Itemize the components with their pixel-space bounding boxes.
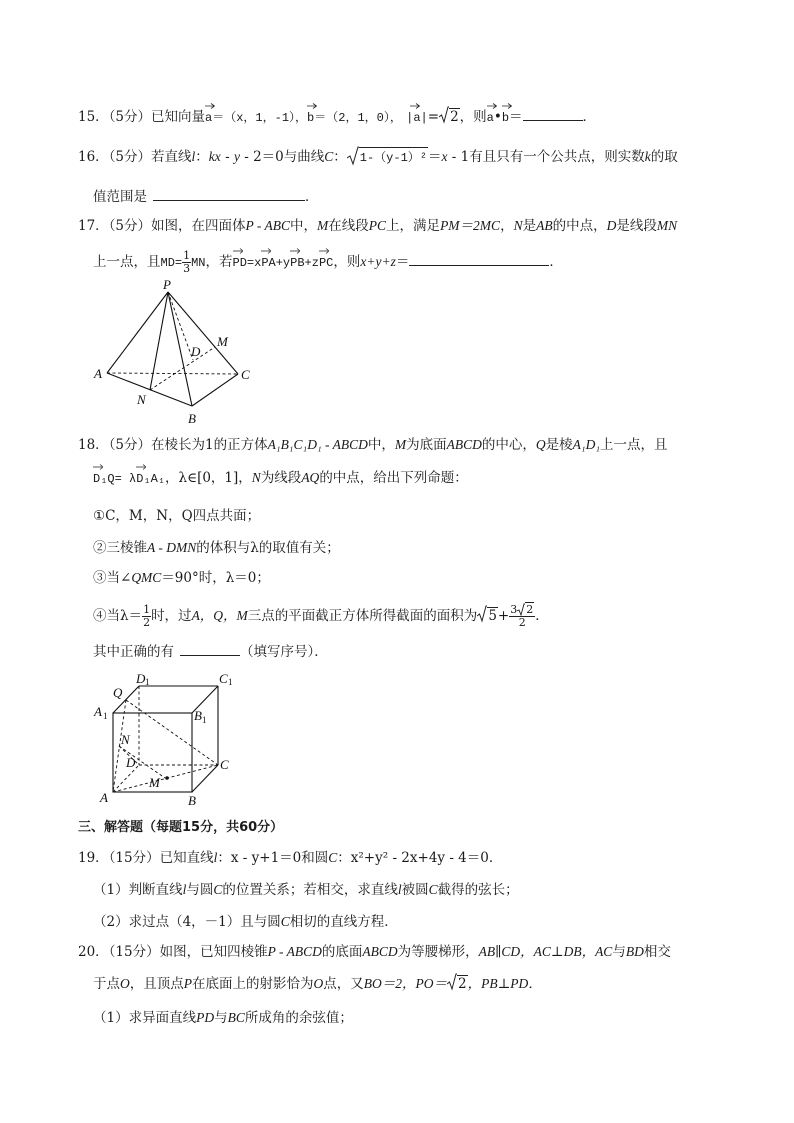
q16-var-C: C [324, 149, 334, 164]
q16-equals: ＝ [428, 149, 442, 165]
label-M: M [149, 775, 160, 790]
q19-p2-text-2: 相切的直线方程． [289, 914, 398, 930]
q19-p1-var-l2: l [397, 882, 402, 897]
vector-b [307, 108, 314, 128]
vector-arrow-icon [233, 248, 243, 254]
q20-p1-var-pd: PD [196, 1010, 215, 1025]
vector-pd [233, 253, 247, 273]
q18-text-8: 的中点，给出下列命题： [319, 470, 468, 486]
proposition-3 [93, 568, 270, 588]
q15-equals-2: ＝ [509, 109, 523, 125]
q18-text-4: 的中心， [481, 437, 536, 453]
point-M [165, 776, 169, 780]
sqrt-5-value: 5 [488, 608, 497, 624]
label-D1: D [136, 671, 146, 686]
label-B1-sub: 1 [202, 715, 207, 725]
vector-arrow-icon [136, 464, 146, 470]
edge-pa [107, 292, 168, 373]
label-C: C [241, 367, 250, 382]
question-17 [78, 216, 677, 236]
q17-var-PC: PC [368, 218, 387, 233]
q19-p2-var-C: C [280, 914, 290, 929]
label-N: N [121, 732, 130, 747]
tetrahedron-diagram [88, 280, 268, 430]
question-18 [78, 435, 668, 455]
q18-text-5: 是棱 [545, 437, 573, 453]
q17-text-2: 中， [290, 218, 318, 234]
question-16-line-2 [93, 186, 319, 207]
q19-p2-text-1: （2）求过点（4，－1）且与圆 [93, 914, 281, 930]
label-D1-sub: 1 [145, 677, 150, 687]
q19-p1-var-C: C [213, 882, 223, 897]
q18-lambda-eq: = λ [114, 472, 137, 486]
q15-text: 已知向量 [151, 109, 206, 125]
prop4-text-1: ④当λ＝ [93, 608, 143, 624]
proposition-2 [93, 538, 340, 558]
q20-var-O2: O [313, 976, 324, 991]
q17-var-AB: AB [536, 218, 553, 233]
q17-comma: ， [500, 218, 514, 234]
prop3-var: QMC [131, 570, 162, 585]
answer-blank-15[interactable] [523, 106, 583, 121]
dot-a-label: a [486, 111, 494, 125]
q19-number: 19． [78, 850, 109, 866]
cube-diagram [88, 668, 248, 810]
q15-number: 15． [78, 109, 109, 125]
q16-var-l: l [191, 149, 196, 164]
q20-number: 20． [78, 944, 109, 960]
q17-plusy: +y [275, 256, 291, 270]
q19-text-1: 已知直线 [159, 850, 214, 866]
dot-b-label: b [501, 111, 510, 125]
q17-text-4: 上，满足 [386, 218, 441, 234]
q16-colon: ： [195, 149, 209, 165]
q17-end: ． [549, 254, 563, 270]
q17-number: 17． [78, 218, 109, 234]
q16-text-4: 的取 [650, 149, 678, 165]
q15-end: ． [582, 109, 597, 125]
q18-var-ABCD: ABCD [446, 437, 482, 452]
q18-var-M: M [394, 437, 407, 452]
q16-minus: - [220, 149, 234, 165]
q20-text-3: 为等腰梯形， [397, 944, 479, 960]
label-D: D [126, 755, 136, 770]
q16-var-k: k [644, 149, 651, 164]
prop3-text-2: ＝90°时，λ＝0； [161, 570, 270, 586]
fraction-numerator: 1 [183, 249, 191, 262]
q17-var-N: N [513, 218, 523, 233]
q18-text-2: 中， [367, 437, 395, 453]
question-20-part-1 [93, 1008, 353, 1028]
vector-a-label: a [205, 111, 213, 125]
q20-p1-text-1: （1）求异面直线 [93, 1010, 197, 1026]
vector-arrow-icon [290, 248, 300, 254]
q17-plusz: +z [304, 256, 319, 270]
label-C1-sub: 1 [228, 677, 233, 687]
q18-tail-text-2: （填写序号）． [240, 644, 328, 660]
vector-arrow-icon [319, 248, 329, 254]
vector-arrow-icon [93, 464, 103, 470]
q17-text-5: 是 [522, 218, 537, 234]
edge-ac-hidden [107, 373, 238, 374]
vector-b-value: ＝（2，1，0）， [314, 111, 402, 125]
q16-text-1: 若直线 [151, 149, 192, 165]
q20-l2-text-2: ，且顶点 [129, 976, 184, 992]
answer-blank-18[interactable] [180, 641, 240, 656]
q17-score: （5分） [108, 218, 152, 234]
question-20-line-2 [93, 974, 542, 994]
fraction-one-half [142, 604, 151, 629]
label-P: P [163, 280, 171, 292]
q16-var-y: y [233, 149, 240, 164]
sqrt-2-value: 2 [450, 109, 459, 125]
prop4-text-2: 时，过 [151, 608, 192, 624]
vector-arrow-icon [487, 103, 497, 109]
q17-equals: ＝ [395, 254, 410, 270]
q19-p1-text-1: （1）判断直线 [93, 882, 183, 898]
fraction-denominator: 2 [518, 616, 526, 629]
q16-text-3: - 1有且只有一个公共点，则实数 [447, 149, 645, 165]
question-17-line-2 [93, 250, 563, 275]
q20-var-pabcd: P - ABCD [267, 944, 322, 959]
q19-p1-text-5: 截得的弦长； [437, 882, 519, 898]
q18-lambda-range: ，λ∈[0，1]， [165, 470, 252, 486]
q20-p1-text-3: 所成角的余弦值； [244, 1010, 353, 1026]
label-A: A [94, 366, 102, 381]
q20-l2-text-4: 点，又 [323, 976, 364, 992]
q18-var-cube: A₁B₁C₁D₁ - ABCD [267, 437, 368, 452]
prop4-end: ． [535, 608, 549, 624]
q19-p1-text-4: 被圆 [401, 882, 429, 898]
sqrt-expression [347, 147, 428, 168]
vector-pb-label: PB [290, 256, 305, 270]
q20-var-O: O [120, 976, 130, 991]
prop4-text-3: 三点的平面截正方体所得截面的面积为 [247, 608, 478, 624]
vector-b-label: b [307, 111, 315, 125]
question-19-part-2 [93, 912, 398, 932]
q16-var-x: x [441, 149, 448, 164]
question-18-tail [93, 641, 328, 662]
q19-p1-text-3: 的位置关系；若相交，求直线 [222, 882, 398, 898]
fraction-numerator [509, 604, 535, 617]
q20-var-abcd: ABCD [362, 944, 398, 959]
q18-var-N: N [251, 470, 261, 485]
q18-text-3: 为底面 [406, 437, 447, 453]
q17-text-9: ，若 [205, 254, 233, 270]
edge-pc [168, 292, 238, 374]
vector-pa [261, 253, 275, 273]
q20-var-P: P [183, 976, 192, 991]
q17-var-pm2mc: PM＝2MC [440, 218, 501, 233]
q17-text-6: 的中点， [552, 218, 607, 234]
vector-arrow-icon [502, 103, 512, 109]
question-18-line-2 [93, 468, 468, 489]
q15-score: （5分） [108, 109, 152, 125]
sqrt-sign-icon [347, 146, 359, 166]
segment-nm-hidden [150, 347, 215, 390]
fraction-numerator: 1 [143, 603, 151, 616]
q17-var-D: D [606, 218, 617, 233]
edge-ab [107, 373, 192, 406]
q17-md-eq: = [174, 256, 183, 270]
label-D: D [191, 344, 201, 359]
label-C: C [220, 757, 229, 772]
q18-var-A1D1: A₁D₁ [572, 437, 601, 452]
answer-blank-17[interactable] [409, 251, 549, 266]
question-16 [78, 147, 678, 168]
q16-colon-2: ： [333, 149, 347, 165]
vector-pa-label: PA [261, 256, 276, 270]
q17-text-3: 在线段 [328, 218, 369, 234]
fraction-three-root2-over-2 [509, 604, 535, 629]
sqrt-expression-value: 1-（y-1）² [359, 147, 428, 168]
fraction-denominator: 2 [143, 616, 151, 629]
q20-text-2: 的底面 [321, 944, 363, 960]
sqrt-5 [477, 606, 498, 626]
vector-a [205, 108, 212, 128]
q19-p1-var-l: l [182, 882, 187, 897]
sqrt-sign-icon [439, 106, 449, 124]
q16-number: 16． [78, 149, 109, 165]
question-15 [78, 106, 596, 128]
label-Q: Q [113, 685, 123, 700]
q20-p1-text-2: 与 [214, 1010, 228, 1026]
sqrt-sign-icon [517, 603, 525, 616]
q18-score: （5分） [108, 437, 152, 453]
q20-score: （15分） [108, 944, 160, 960]
q16-end: ． [305, 189, 319, 205]
edge-bc [192, 374, 238, 406]
dot-b [502, 108, 509, 128]
label-C1: C [219, 671, 228, 686]
vector-pb [290, 253, 304, 273]
prop4-plus: + [497, 608, 510, 624]
proposition-1: ①C，M，N，Q四点共面； [93, 508, 261, 524]
q17-eqx: =x [246, 256, 262, 270]
label-A1-sub: 1 [103, 711, 108, 721]
q20-var-relations: AB∥CD，AC⊥DB，AC [478, 944, 613, 959]
q18-text-1: 在棱长为1的正方体 [151, 437, 268, 453]
q20-text-1: 如图，已知四棱锥 [159, 944, 268, 960]
prop3-text-1: ③当∠ [93, 570, 132, 586]
q20-var-pb-pd: ，PB⊥PD． [467, 976, 542, 991]
q17-then: ，则 [333, 254, 361, 270]
vector-pc-label: PC [318, 256, 334, 270]
segment-qc-hidden [126, 700, 218, 765]
norm-a-label: |a| [406, 111, 428, 125]
label-N: N [137, 392, 146, 407]
section-3-heading: 三、解答题（每题15分，共60分） [78, 820, 284, 835]
q18-tail-text-1: 其中正确的有 [93, 644, 174, 660]
question-19 [78, 848, 502, 868]
sqrt-2 [447, 974, 468, 994]
cube-figure [88, 668, 248, 810]
q18-text-7: 为线段 [260, 470, 302, 486]
dot-a [487, 108, 494, 128]
tetrahedron-figure [88, 280, 268, 430]
q16-range-label: 值范围是 [93, 189, 147, 205]
question-20 [78, 942, 671, 962]
q20-text-5: 相交 [643, 944, 671, 960]
q17-var-xyz: x+y+z [360, 254, 396, 269]
q19-var-C: C [328, 850, 338, 865]
fraction-denominator: 3 [183, 262, 191, 275]
q18-var-AQ: AQ [301, 470, 320, 485]
q19-p1-text-2: 与圆 [186, 882, 214, 898]
q19-text-3: ：x²+y² - 2x+4y - 4＝0． [337, 850, 503, 866]
vector-arrow-icon [261, 248, 271, 254]
dot-operator: • [493, 109, 502, 125]
prop2-text-1: ②三棱锥 [93, 540, 147, 556]
edge-pn [150, 292, 168, 390]
prop4-var: A，Q，M [191, 608, 248, 623]
question-19-part-1 [93, 880, 519, 900]
q19-text-2: ：x - y+1＝0和圆 [217, 850, 329, 866]
label-B: B [188, 793, 196, 808]
q15-equals: = [427, 109, 440, 125]
q19-p1-var-C2: C [428, 882, 438, 897]
q16-var-kx: kx [208, 149, 221, 164]
vector-d1q-label: D₁Q [93, 472, 115, 486]
sqrt-sign-icon [477, 605, 487, 623]
prop2-var: A - DMN [147, 540, 197, 555]
sqrt-2-value: 2 [526, 603, 534, 616]
q20-l2-text-3: 在底面上的射影恰为 [192, 976, 314, 992]
q18-text-6: 上一点，且 [600, 437, 668, 453]
q17-var-M: M [317, 218, 329, 233]
label-B: B [188, 411, 196, 426]
q20-var-bd: BD [625, 944, 644, 959]
q17-var-pabc: P - ABC [245, 218, 291, 233]
vector-d1q [93, 469, 115, 489]
fraction-one-third [182, 250, 191, 275]
q17-text-1: 如图，在四面体 [151, 218, 246, 234]
vector-pd-label: PD [232, 256, 247, 270]
answer-blank-16[interactable] [153, 186, 305, 201]
fraction-coefficient: 3 [510, 603, 518, 616]
vector-a-value: ＝（x，1，-1）， [212, 111, 308, 125]
label-B1: B [194, 708, 202, 723]
vector-d1a1-label: D₁A₁ [136, 472, 166, 486]
q19-var-l: l [213, 850, 218, 865]
sqrt-2 [439, 107, 460, 127]
vector-pc [319, 253, 333, 273]
sqrt-2-value: 2 [458, 976, 467, 992]
edge-bc [192, 765, 218, 792]
q17-mn: MN [191, 256, 206, 270]
proposition-4 [93, 604, 549, 629]
label-A: A [100, 790, 108, 805]
q18-number: 18． [78, 437, 109, 453]
q20-p1-var-bc: BC [227, 1010, 245, 1025]
norm-a [406, 108, 428, 128]
q17-var-MN: MN [656, 218, 678, 233]
sqrt-sign-icon [447, 973, 457, 991]
q19-score: （15分） [108, 850, 160, 866]
q17-text-7: 是线段 [616, 218, 657, 234]
q20-var-bo-po: BO＝2，PO＝ [363, 976, 447, 991]
q16-score: （5分） [108, 149, 152, 165]
label-M: M [217, 334, 228, 349]
q20-text-4: 与 [612, 944, 626, 960]
q20-l2-text-1: 于点 [93, 976, 120, 992]
q15-then: ，则 [459, 109, 487, 125]
label-A1: A [94, 704, 102, 719]
edge-pb [168, 292, 192, 406]
prop2-text-2: 的体积与λ的取值有关； [196, 540, 340, 556]
q17-text-8: 上一点，且 [93, 254, 161, 270]
q16-text-2: - 2＝0与曲线 [239, 149, 325, 165]
vector-d1a1 [136, 469, 165, 489]
vector-arrow-icon [410, 103, 420, 109]
q17-md: MD [160, 256, 175, 270]
q18-var-Q: Q [535, 437, 546, 452]
sqrt-2 [517, 604, 534, 616]
